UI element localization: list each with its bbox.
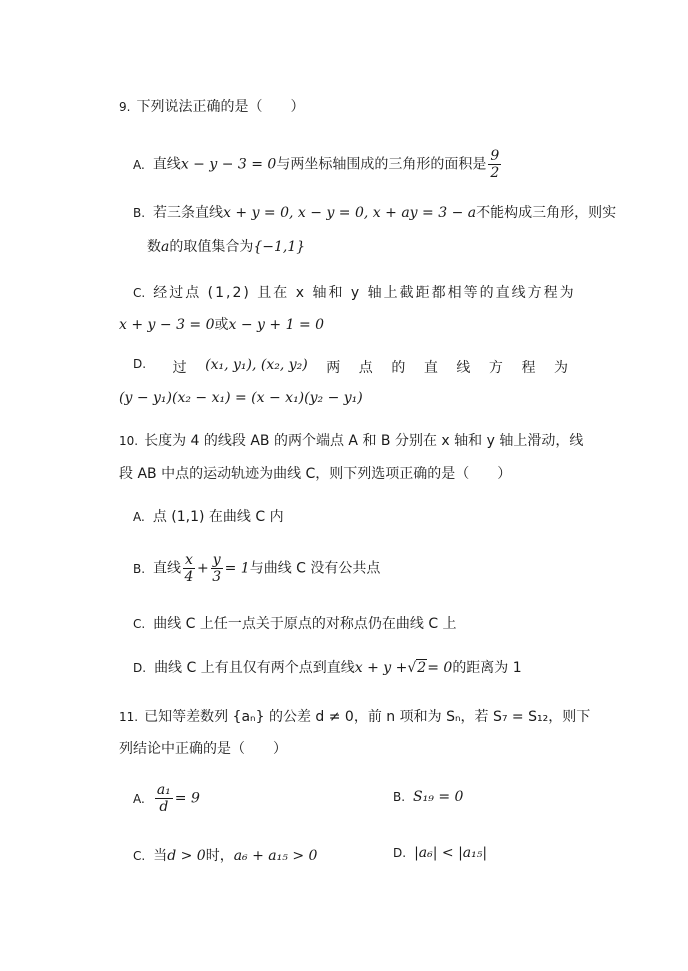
fraction: $\frac{x}{4}$ <box>184 552 194 586</box>
option-text: 过 <box>172 360 187 376</box>
math-expression: = 0 <box>427 660 453 676</box>
option-text: 的取值集合为 <box>169 239 254 255</box>
option-text: 方 <box>488 360 503 376</box>
question-number: 10. <box>119 434 139 448</box>
math-expression: x + y + <box>354 660 408 676</box>
option-label: B. <box>133 206 146 220</box>
option-label: A. <box>133 791 145 806</box>
math-expression: |a₆| < |a₁₅| <box>414 845 488 861</box>
question-text: 下列说法正确的是（ ） <box>136 99 305 115</box>
option-text: 线 <box>456 360 471 376</box>
option-text: 两 <box>326 360 341 376</box>
fraction: $\frac{\text{a₁}}{d}$ <box>156 782 171 816</box>
math-expression: x + y − 3 = 0 <box>119 317 215 333</box>
q11-option-c <box>133 845 317 865</box>
fraction: $\frac{9}{2}$ <box>490 148 500 182</box>
option-label: D. <box>393 846 407 860</box>
math-expression: + <box>196 560 209 577</box>
q9-option-c <box>133 282 576 302</box>
option-text: 若三条直线 <box>153 205 224 221</box>
question-text: 已知等差数列 {aₙ} 的公差 d ≠ 0，前 n 项和为 Sₙ，若 S₇ = S₁₂，则下 <box>144 709 591 725</box>
option-label: B. <box>133 561 146 576</box>
option-label: A. <box>133 157 145 172</box>
q9-option-c-continuation <box>119 314 324 334</box>
question-text: 长度为 4 的线段 AB 的两个端点 A 和 B 分别在 x 轴和 y 轴上滑动，线 <box>144 433 584 449</box>
q9-option-b <box>133 202 616 222</box>
option-text: 直 <box>423 360 438 376</box>
math-expression: 2 <box>417 660 427 676</box>
option-text: 数 <box>147 239 161 255</box>
math-expression: a₆ + a₁₅ > 0 <box>233 848 318 864</box>
option-text: 点 (1,1) 在曲线 C 内 <box>152 509 284 525</box>
option-text: 与两坐标轴围成的三角形的面积是 <box>276 156 487 173</box>
math-expression: (x₁, y₁), (x₂, y₂) <box>205 357 308 373</box>
option-text: 时， <box>205 848 234 864</box>
q11-option-a <box>133 782 200 815</box>
q10-option-c <box>133 613 457 633</box>
option-label: B. <box>393 790 406 804</box>
math-expression: S₁₉ = 0 <box>413 789 464 805</box>
question-11-stem <box>119 706 590 726</box>
option-label: C. <box>133 617 146 631</box>
q11-option-d <box>393 845 487 861</box>
option-label: C. <box>133 849 146 863</box>
q11-option-b <box>393 789 463 805</box>
sqrt-symbol: √ <box>407 660 417 676</box>
question-number: 11. <box>119 710 139 724</box>
math-expression: a <box>161 239 170 255</box>
math-expression: x − y − 3 = 0 <box>180 156 277 173</box>
math-expression: d > 0 <box>167 848 206 864</box>
q9-option-d-continuation: (y − y₁)(x₂ − x₁) = (x − x₁)(y₂ − y₁) <box>119 390 363 406</box>
math-expression: {−1,1} <box>253 239 306 255</box>
q9-option-a <box>133 148 503 181</box>
question-number: 9. <box>119 100 131 114</box>
option-text: 曲线 C 上有且仅有两个点到直线 <box>154 660 355 676</box>
option-text: 与曲线 C 没有公共点 <box>249 560 381 577</box>
option-text: 曲线 C 上任一点关于原点的对称点仍在曲线 C 上 <box>153 616 457 632</box>
q9-option-b-continuation <box>147 236 305 256</box>
option-text: 的 <box>391 360 406 376</box>
math-expression: x − y + 1 = 0 <box>228 317 325 333</box>
option-text: 当 <box>153 848 168 864</box>
option-text: 点 <box>358 360 373 376</box>
option-text: 直线 <box>152 156 181 173</box>
question-9-stem <box>119 96 304 116</box>
option-text: 为 <box>553 360 568 376</box>
option-label: A. <box>133 510 145 524</box>
math-expression: = 9 <box>174 790 200 807</box>
question-11-stem-continuation: 列结论中正确的是（ ） <box>119 741 287 757</box>
option-text: 不能构成三角形，则实 <box>476 205 617 221</box>
math-expression: x + y = 0, x − y = 0, x + ay = 3 − a <box>223 205 477 221</box>
question-10-stem <box>119 430 583 450</box>
fraction: $\frac{y}{3}$ <box>212 552 222 586</box>
option-text: 或 <box>214 317 229 333</box>
option-label: C. <box>133 286 146 300</box>
math-expression: = 1 <box>224 560 250 577</box>
q10-option-a <box>133 506 284 526</box>
option-text: 的距离为 1 <box>452 660 522 676</box>
q10-option-b <box>133 552 380 585</box>
option-label: D. <box>133 357 147 371</box>
option-text: 直线 <box>153 560 182 577</box>
q9-option-d <box>133 357 568 377</box>
option-text: 程 <box>521 360 536 376</box>
option-text: 经过点 (1,2) 且在 x 轴和 y 轴上截距都相等的直线方程为 <box>153 285 576 301</box>
option-label: D. <box>133 661 147 675</box>
question-10-stem-continuation: 段 AB 中点的运动轨迹为曲线 C，则下列选项正确的是（ ） <box>119 466 512 482</box>
q10-option-d <box>133 657 522 677</box>
